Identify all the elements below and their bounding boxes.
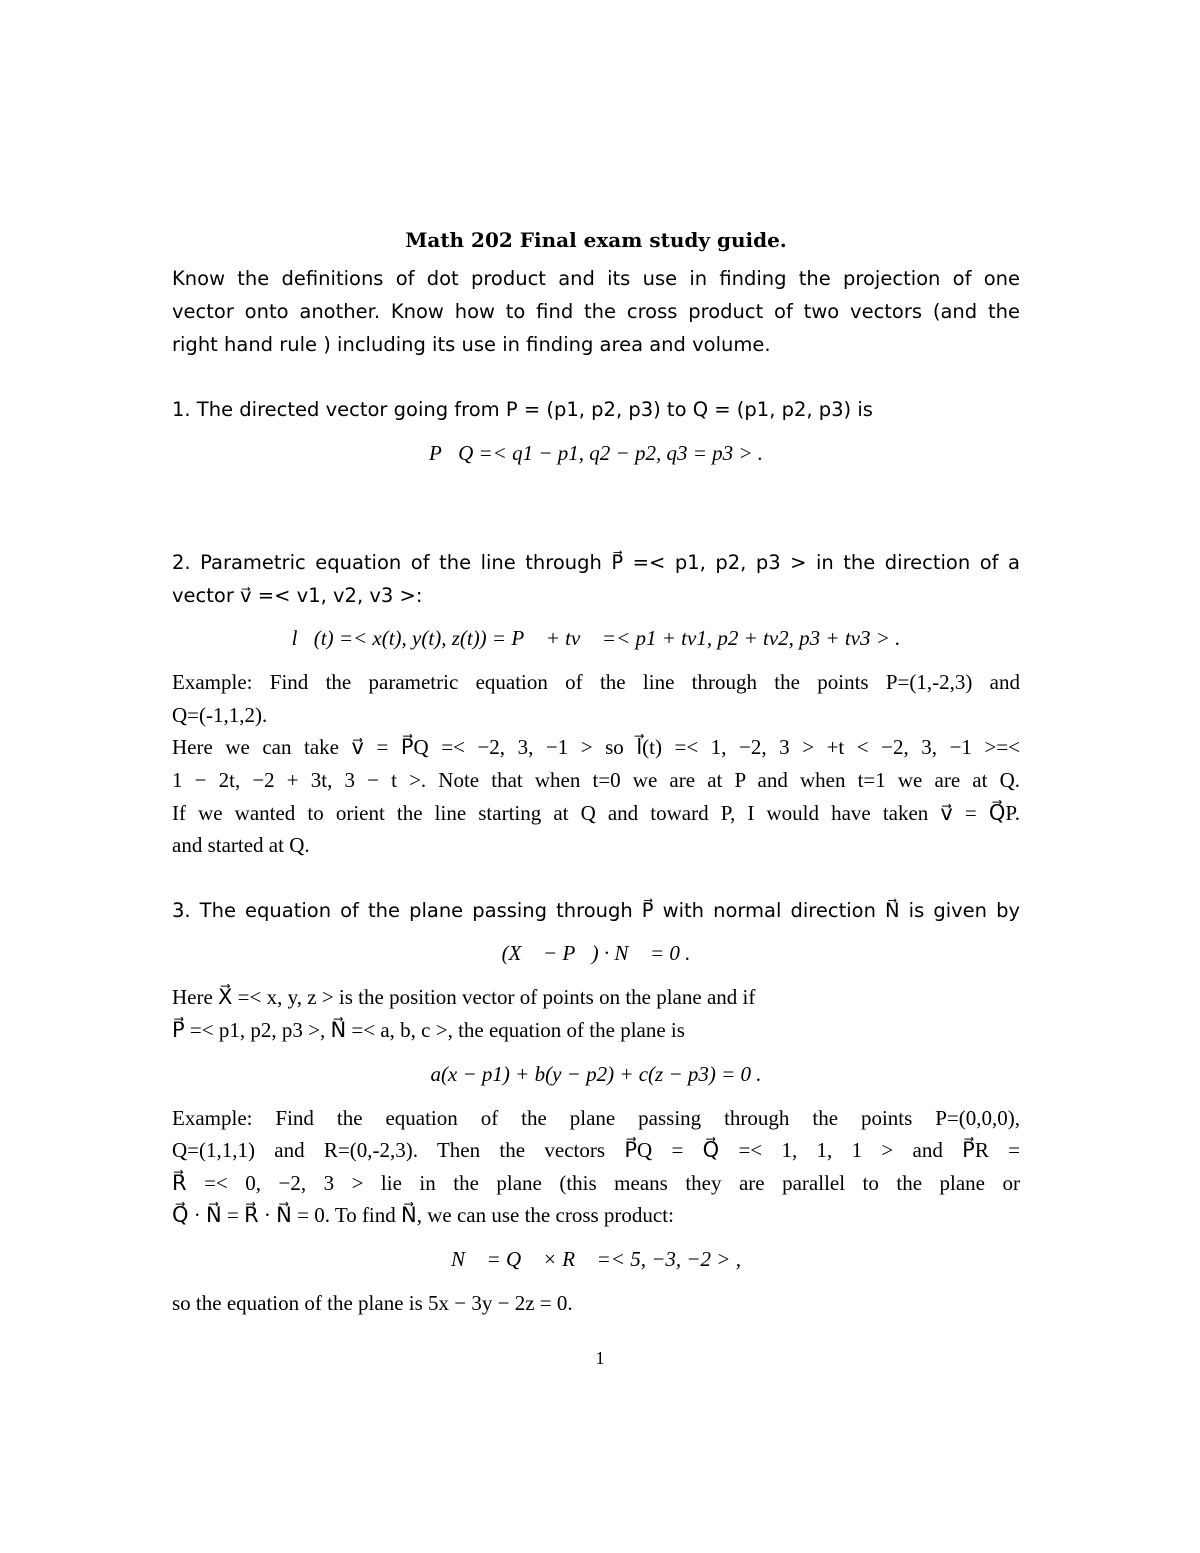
item3-text: 3. The equation of the plane passing through P⃗ with normal direction N⃗ is given by [172, 899, 1020, 922]
page-title: Math 202 Final exam study guide. [405, 228, 787, 252]
item3-example-line-4: Q⃗ · N⃗ = R⃗ · N⃗ = 0. To find N⃗, we can use the cross product: [172, 1203, 674, 1227]
item3-example-line-3: R⃗ =< 0, −2, 3 > lie in the plane (this means they are parallel to the plane or [172, 1171, 1020, 1195]
item1-equation: P⃗Q =< q1 − p1, q2 − p2, q3 = p3 > . [428, 441, 764, 465]
item2-equation: l⃗(t) =< x(t), y(t), z(t)) = P⃗ + tv⃗ =< p1 + tv1, p2 + tv2, p3 + tv3 > . [291, 626, 901, 650]
intro-line-3: right hand rule ) including its use in finding area and volume. [172, 333, 771, 356]
item3-example-line-1: Example: Find the equation of the plane passing through the points P=(0,0,0), [172, 1106, 1020, 1130]
item2-line-2: vector v⃗ =< v1, v2, v3 >: [172, 584, 423, 607]
item1-text: 1. The directed vector going from P = (p1, p2, p3) to Q = (p1, p2, p3) is [172, 398, 873, 421]
item2-line-1: 2. Parametric equation of the line through P⃗ =< p1, p2, p3 > in the direction of a [172, 551, 1020, 574]
intro-line-2: vector onto another. Know how to find the cross product of two vectors (and the [172, 300, 1020, 323]
item3-equation-2: a(x − p1) + b(y − p2) + c(z − p3) = 0 . [430, 1062, 762, 1086]
item2-example-line-5: If we wanted to orient the line starting at Q and toward P, I would have taken v⃗ = Q⃗P. [172, 801, 1020, 825]
item3-conclusion: so the equation of the plane is 5x − 3y − 2z = 0. [172, 1291, 573, 1315]
item3-line-1: Here X⃗ =< x, y, z > is the position vector of points on the plane and if [172, 985, 756, 1009]
item3-equation-1: (X⃗ − P⃗) · N⃗ = 0 . [501, 941, 691, 965]
item3-equation-3: N⃗ = Q⃗ × R⃗ =< 5, −3, −2 > , [451, 1247, 741, 1271]
item2-example-line-4: 1 − 2t, −2 + 3t, 3 − t >. Note that when t=0 we are at P and when t=1 we are at Q. [172, 768, 1020, 792]
intro-line-1: Know the definitions of dot product and its use in finding the projection of one [172, 267, 1020, 290]
item3-line-2: P⃗ =< p1, p2, p3 >, N⃗ =< a, b, c >, the equation of the plane is [172, 1018, 685, 1042]
page-number: 1 [595, 1348, 605, 1368]
item2-example-line-1: Example: Find the parametric equation of the line through the points P=(1,-2,3) and [172, 670, 1020, 694]
item2-example-line-2: Q=(-1,1,2). [172, 703, 268, 727]
item2-example-line-6: and started at Q. [172, 833, 310, 857]
item3-example-line-2: Q=(1,1,1) and R=(0,-2,3). Then the vectors P⃗Q = Q⃗ =< 1, 1, 1 > and P⃗R = [172, 1138, 1020, 1162]
item2-example-line-3: Here we can take v⃗ = P⃗Q =< −2, 3, −1 > so l⃗(t) =< 1, −2, 3 > +t < −2, 3, −1 >=< [172, 735, 1020, 759]
